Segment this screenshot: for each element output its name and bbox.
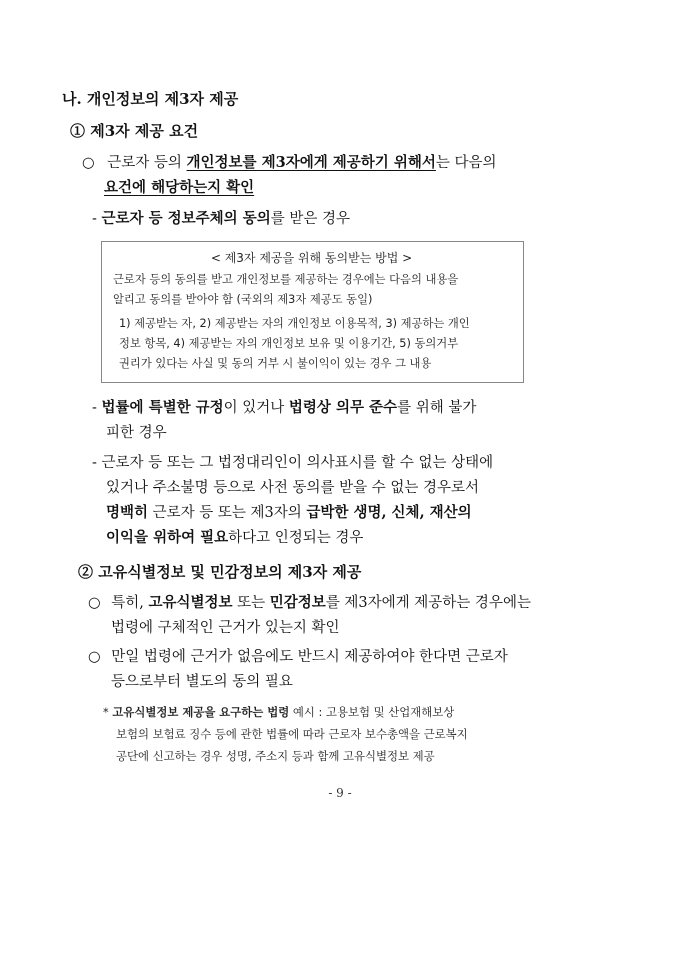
d3-emphasis-2: 급박한 생명, 신체, 재산의	[306, 504, 472, 521]
d3-text-post: 하다고 인정되는 경우	[228, 530, 364, 546]
subsection-1-number: ①	[70, 122, 86, 140]
p1-emphasis: 개인정보를 제3자에게 제공하기 위해서	[186, 154, 436, 171]
dash-item-3-line3	[106, 503, 472, 523]
p2-emphasis-2: 민감정보	[269, 594, 326, 611]
page-number: - 9 -	[328, 786, 352, 800]
bullet-circle: ○	[82, 155, 95, 171]
p2-text-post: 를 제3자에게 제공하는 경우에는	[325, 595, 531, 611]
note-line1-text: 예시 : 고용보험 및 산업재해보상	[289, 705, 455, 719]
section-title: 나. 개인정보의 제3자 제공	[62, 90, 239, 108]
p1-text-pre: 근로자 등의	[107, 155, 187, 171]
dash-marker: -	[92, 400, 97, 416]
box-item-3: 권리가 있다는 사실 및 동의 거부 시 불이익이 있는 경우 그 내용	[119, 357, 432, 370]
dash-marker: -	[92, 455, 97, 471]
paragraph-3-line2: 등으로부터 별도의 동의 필요	[111, 674, 293, 690]
subsection-1-title: 제3자 제공 요건	[90, 122, 199, 140]
subsection-2-title: 고유식별정보 및 민감정보의 제3자 제공	[98, 563, 362, 581]
d2-emphasis-2: 법령상 의무 준수	[288, 399, 398, 416]
box-line-2: 알리고 동의를 받아야 함 (국외의 제3자 제공도 동일)	[113, 293, 373, 306]
dash-item-3-line4	[106, 528, 363, 548]
note-line-2: 보험의 보험료 징수 등에 관한 법률에 따라 근로자 보수총액을 근로복지	[116, 727, 468, 741]
paragraph-2-line1	[88, 593, 531, 613]
note-line-1	[103, 702, 454, 722]
p2-text-mid: 또는	[232, 595, 270, 611]
p2-emphasis-1: 고유식별정보	[148, 594, 233, 611]
dash-item-3-line1	[92, 453, 493, 473]
dash-item-1	[92, 209, 350, 229]
paragraph-2-line2: 법령에 구체적인 근거가 있는지 확인	[111, 620, 340, 636]
dash-item-2-line2: 피한 경우	[106, 425, 167, 441]
dash-marker: -	[92, 211, 97, 227]
box-title: < 제3자 제공을 위해 동의받는 방법 >	[210, 251, 413, 265]
p1-text-post: 는 다음의	[435, 155, 497, 171]
d3-line1-text: 근로자 등 또는 그 법정대리인이 의사표시를 할 수 없는 상태에	[101, 455, 494, 471]
p1-line2-emphasis: 요건에 해당하는지 확인	[104, 179, 255, 196]
d1-text: 를 받은 경우	[270, 211, 351, 227]
paragraph-1-line1	[82, 153, 497, 173]
d1-emphasis: 근로자 등 정보주체의 동의	[101, 210, 271, 227]
d2-emphasis-1: 법률에 특별한 규정	[101, 399, 224, 416]
d3-emphasis-3: 이익을 위하여 필요	[106, 529, 229, 546]
note-line-3: 공단에 신고하는 경우 성명, 주소지 등과 함께 고유식별정보 제공	[116, 749, 435, 763]
note-asterisk: *	[103, 705, 109, 719]
d2-text-mid: 이 있거나	[223, 400, 289, 416]
paragraph-3-line1	[88, 647, 508, 667]
dash-item-3-line2: 있거나 주소불명 등으로 사전 동의를 받을 수 없는 경우로서	[106, 480, 480, 496]
subsection-2-heading	[78, 562, 361, 582]
note-emphasis: 고유식별정보 제공을 요구하는 법령	[112, 705, 290, 719]
d3-emphasis-1: 명백히	[106, 504, 149, 521]
dash-item-2-line1	[92, 398, 476, 418]
box-item-1: 1) 제공받는 자, 2) 제공받는 자의 개인정보 이용목적, 3) 제공하는 개인	[119, 317, 470, 330]
box-line-1: 근로자 등의 동의를 받고 개인정보를 제공하는 경우에는 다음의 내용을	[113, 273, 459, 286]
subsection-2-number: ②	[78, 563, 94, 581]
paragraph-1-line2	[104, 178, 254, 198]
p2-text-pre: 특히,	[111, 595, 149, 611]
d2-text-post: 를 위해 불가	[397, 400, 477, 416]
d3-text-mid: 근로자 등 또는 제3자의	[148, 505, 307, 521]
subsection-1-heading	[70, 121, 198, 141]
box-item-2: 정보 항목, 4) 제공받는 자의 개인정보 보유 및 이용기간, 5) 동의거부	[119, 337, 459, 350]
p3-line1-text: 만일 법령에 근거가 없음에도 반드시 제공하여야 한다면 근로자	[111, 649, 508, 665]
bullet-circle: ○	[88, 595, 101, 611]
bullet-circle: ○	[88, 649, 101, 665]
